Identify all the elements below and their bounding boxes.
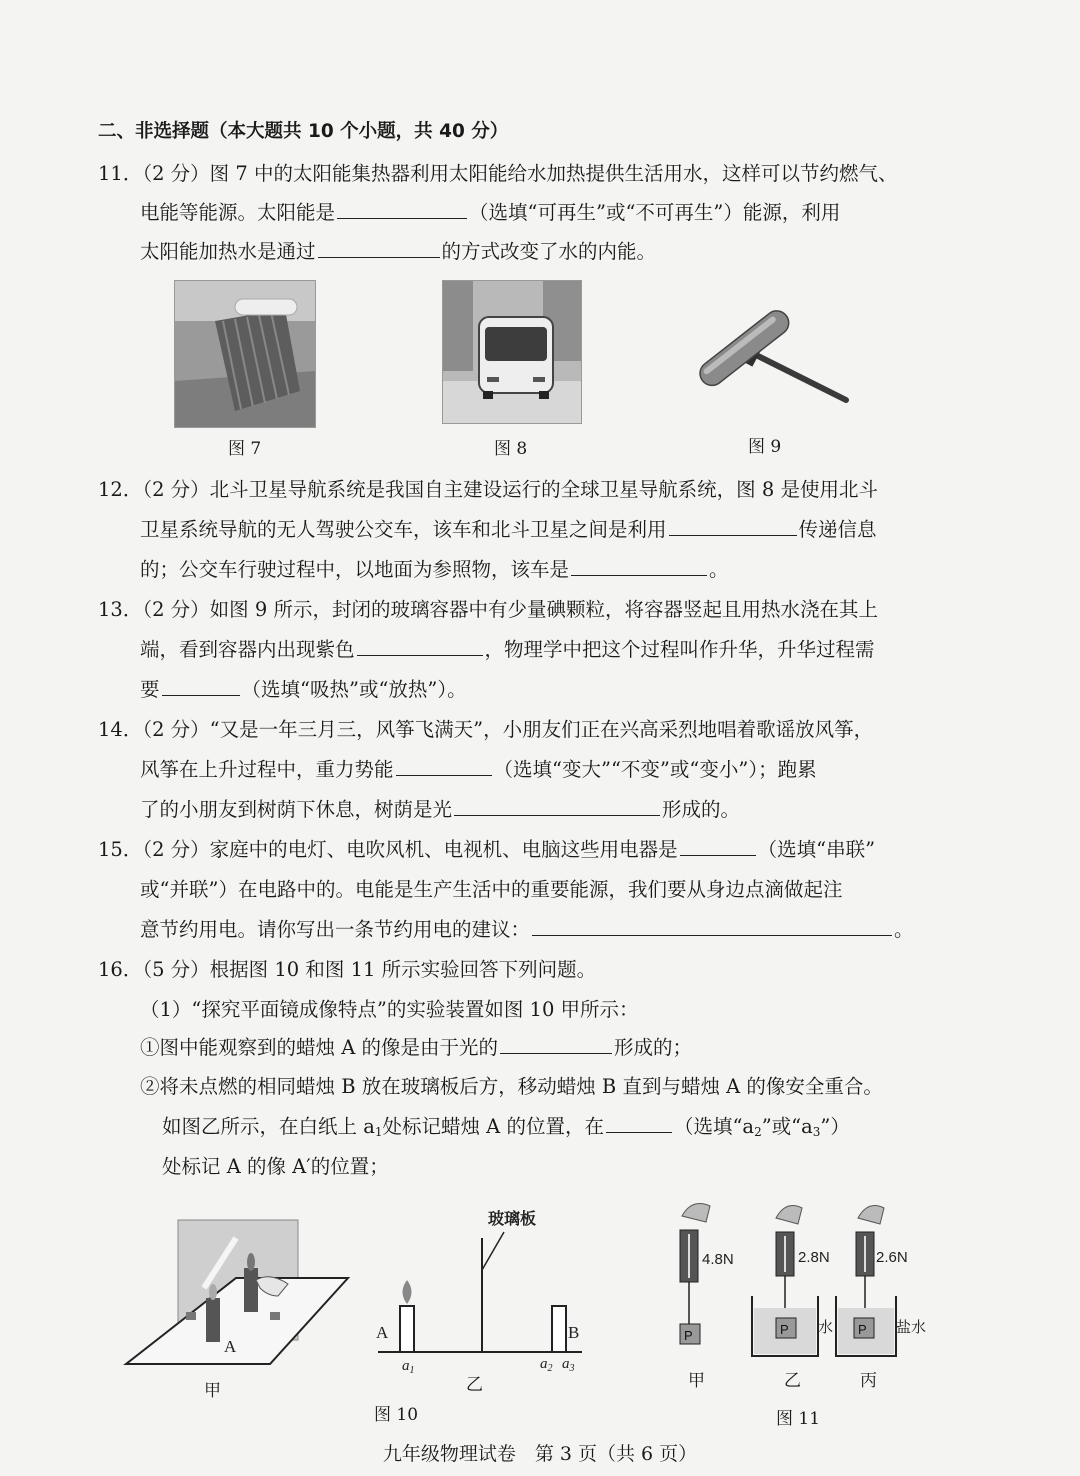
q15-line3	[140, 916, 914, 944]
q16-text: ”）	[820, 1115, 850, 1138]
q16-text: 如图乙所示，在白纸上 a	[162, 1115, 375, 1138]
q11-text: 的方式改变了水的内能。	[441, 240, 657, 263]
figure-10-yi-label: 乙	[466, 1375, 483, 1395]
a3-mark: $a_3$	[562, 1356, 575, 1374]
q16-line4: ②将未点燃的相同蜡烛 B 放在玻璃板后方，移动蜡烛 B 直到与蜡烛 A 的像安全重合。	[140, 1075, 883, 1098]
q14-text: 形成的。	[662, 798, 741, 821]
q16-line5	[162, 1113, 850, 1146]
q14-blank-1	[396, 757, 492, 776]
q12-text: 传递信息	[798, 518, 877, 541]
q15-text: 。	[894, 918, 914, 941]
q13-line1: 13．（2 分）如图 9 所示，封闭的玻璃容器中有少量碘颗粒，将容器竖起且用热水浇在其上	[98, 598, 878, 621]
q16-blank-2	[606, 1114, 672, 1133]
q11-text: 太阳能加热水是通过	[140, 240, 316, 263]
q15-line1	[98, 836, 875, 864]
q15-text: 意节约用电。请你写出一条节约用电的建议：	[140, 918, 531, 941]
subscript: 2	[754, 1125, 762, 1139]
q15-blank-1	[680, 837, 756, 856]
figure-10-caption: 图 10	[374, 1405, 419, 1425]
candle-b-label: B	[568, 1323, 580, 1342]
q16-line2: （1）“探究平面镜成像特点”的实验装置如图 10 甲所示：	[140, 998, 639, 1021]
q14-line1: 14．（2 分）“又是一年三月三，风筝飞满天”，小朋友们正在兴高采烈地唱着歌谣放风筝，	[98, 718, 874, 741]
q14-line3	[140, 796, 740, 824]
a1-mark: $a_1$	[402, 1358, 415, 1376]
q11-line3	[140, 238, 656, 266]
q12-blank-2	[571, 557, 707, 576]
q13-line3	[140, 676, 467, 704]
q11-text: （选填“可再生”或“不可再生”）能源，利用	[469, 201, 841, 224]
q11-blank-2	[318, 239, 440, 258]
reading-1: 4.8N	[702, 1251, 734, 1268]
q16-line3	[140, 1034, 692, 1062]
q13-text: （选填“吸热”或“放热”）。	[241, 678, 467, 701]
q16-blank-1	[500, 1035, 612, 1054]
q16-line1: 16．（5 分）根据图 10 和图 11 所示实验回答下列问题。	[98, 958, 597, 981]
water-label: 水	[818, 1318, 834, 1336]
q12-blank-1	[669, 517, 797, 536]
figure-7-caption: 图 7	[228, 439, 262, 459]
q12-text: 卫星系统导航的无人驾驶公交车，该车和北斗卫星之间是利用	[140, 518, 667, 541]
q16-text: 处标记蜡烛 A 的位置，在	[382, 1115, 604, 1138]
q12-line2	[140, 516, 877, 544]
subscript: 1	[374, 1125, 383, 1139]
q12-line1: 12．（2 分）北斗卫星导航系统是我国自主建设运行的全球卫星导航系统，图 8 是使用北斗	[98, 478, 878, 501]
section-title: 二、非选择题（本大题共 10 个小题，共 40 分）	[98, 121, 509, 142]
q16-text: ”或“a	[761, 1115, 813, 1138]
subscript: 3	[812, 1125, 821, 1139]
figure-7-solar-heater-photo	[174, 280, 316, 428]
figure-11-spring-scale-experiment	[672, 1196, 934, 1366]
figure-10-jia-label: 甲	[204, 1381, 221, 1401]
figure-9-caption: 图 9	[748, 437, 782, 457]
figure-8-bus-photo	[442, 280, 582, 424]
q15-text: 15．（2 分）家庭中的电灯、电吹风机、电视机、电脑这些用电器是	[98, 838, 678, 861]
q14-text: 风筝在上升过程中，重力势能	[140, 758, 394, 781]
q13-blank-2	[162, 677, 240, 696]
figure-11-yi-label: 乙	[784, 1371, 801, 1391]
q14-text: 了的小朋友到树荫下休息，树荫是光	[140, 798, 453, 821]
a2-mark: $a_2$	[540, 1356, 553, 1374]
q13-text: ，物理学中把这个过程叫作升华，升华过程需	[484, 638, 875, 661]
q16-text: 形成的；	[613, 1036, 692, 1059]
q12-text: 。	[709, 558, 729, 581]
q13-line2	[140, 636, 875, 664]
scale-bing	[836, 1206, 926, 1356]
q11-line1: 11．（2 分）图 7 中的太阳能集热器利用太阳能给水加热提供生活用水，这样可以节约燃气、	[98, 162, 898, 185]
page-footer: 九年级物理试卷 第 3 页（共 6 页）	[382, 1443, 698, 1465]
q11-text: 电能等能源。太阳能是	[140, 201, 336, 224]
q16-text: ①图中能观察到的蜡烛 A 的像是由于光的	[140, 1036, 498, 1059]
candle-a-label: A	[224, 1337, 237, 1356]
figure-9-glass-container	[680, 300, 860, 410]
object-p-label: P	[780, 1322, 789, 1337]
q12-line3	[140, 556, 729, 584]
scale-yi	[752, 1206, 833, 1356]
q16-line6: 处标记 A 的像 A′的位置；	[162, 1155, 389, 1178]
salt-water-label: 盐水	[896, 1318, 927, 1336]
reading-3: 2.6N	[876, 1249, 908, 1266]
glass-plate-label: 玻璃板	[488, 1209, 537, 1228]
q11-blank-1	[337, 200, 467, 219]
q13-text: 端，看到容器内出现紫色	[140, 638, 355, 661]
q13-text: 要	[140, 678, 160, 701]
q14-blank-2	[454, 797, 660, 816]
q12-text: 的；公交车行驶过程中，以地面为参照物，该车是	[140, 558, 570, 581]
figure-8-caption: 图 8	[494, 439, 528, 459]
reading-2: 2.8N	[798, 1249, 830, 1266]
candle-a-label: A	[376, 1323, 389, 1342]
q15-text: （选填“串联”	[757, 838, 876, 861]
figure-11-bing-label: 丙	[860, 1371, 877, 1391]
object-p-label: P	[858, 1322, 867, 1337]
q14-line2	[140, 756, 817, 784]
q14-text: （选填“变大”“不变”或“变小”）；跑累	[493, 758, 817, 781]
q11-line2	[140, 199, 840, 227]
q15-blank-2	[532, 917, 892, 936]
figure-11-caption: 图 11	[776, 1409, 821, 1429]
q15-line2: 或“并联”）在电路中的。电能是生产生活中的重要能源，我们要从身边点滴做起注	[140, 878, 843, 901]
scale-jia	[680, 1204, 734, 1344]
q16-text: （选填“a	[673, 1115, 755, 1138]
object-p-label: P	[684, 1328, 693, 1343]
figure-10-jia-apparatus	[120, 1218, 350, 1378]
figure-10-yi-diagram	[370, 1196, 590, 1386]
q13-blank-1	[357, 637, 483, 656]
figure-11-jia-label: 甲	[688, 1371, 705, 1391]
